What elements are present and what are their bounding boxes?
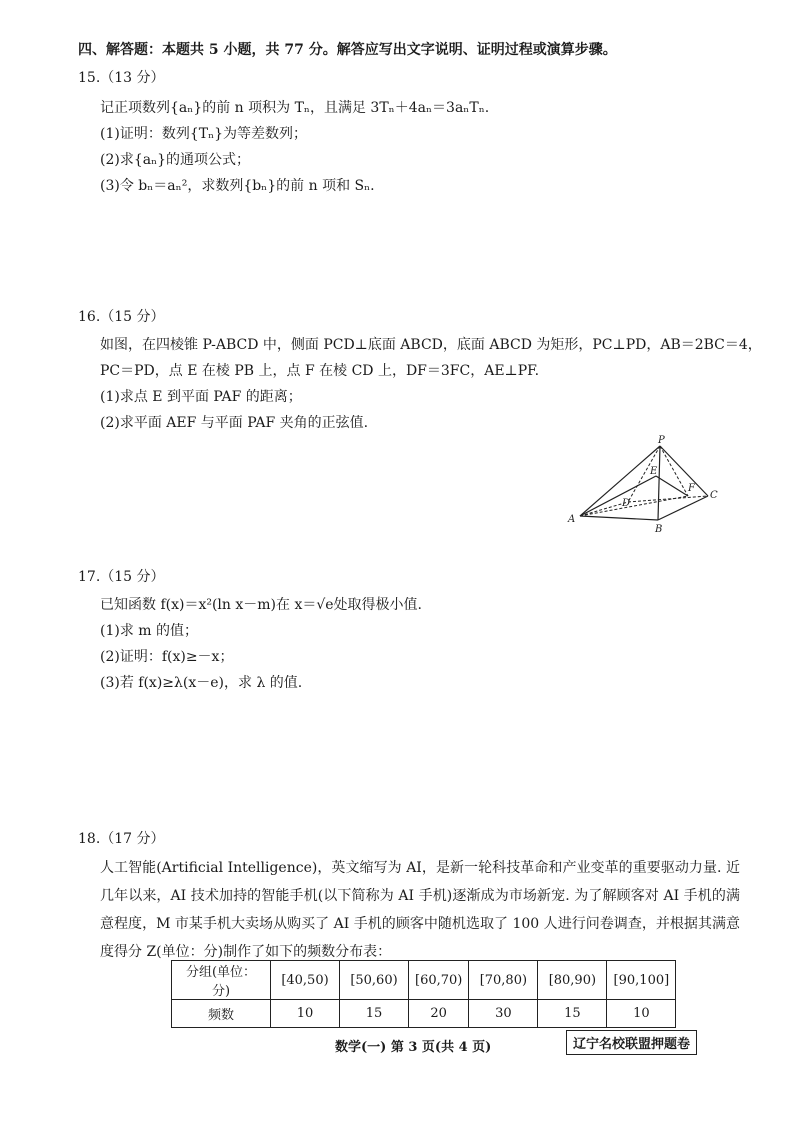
q16-heading: 16.（15 分） [78, 309, 165, 325]
label-F: F [688, 483, 695, 494]
q15-part2: (2)求{aₙ}的通项公式； [100, 152, 251, 168]
q17-part2: (2)证明：f(x)≥－x； [100, 649, 234, 665]
table-cell: 20 [409, 1000, 469, 1028]
q16-part2: (2)求平面 AEF 与平面 PAF 夹角的正弦值. [100, 415, 369, 431]
label-C: C [710, 490, 718, 501]
q16-part1: (1)求点 E 到平面 PAF 的距离； [100, 389, 302, 405]
q15-part3: (3)令 bₙ＝aₙ²，求数列{bₙ}的前 n 项和 Sₙ. [100, 178, 375, 194]
table-cell: 10 [607, 1000, 676, 1028]
q17-heading: 17.（15 分） [78, 569, 165, 585]
table-cell: [80,90) [538, 961, 607, 1000]
table-row [172, 961, 676, 1000]
q18-heading: 18.（17 分） [78, 831, 165, 847]
q18-paragraph: 人工智能(Artificial Intelligence)，英文缩写为 AI，是新一轮科技革命和产业变革的重要驱动力量. 近几年以来，AI 技术加持的智能手机(以下简称为 AI 手机)逐渐成为市场新宠. 为了解顾客对 AI 手机的满意程度，M 市某手机大卖场从购买了 AI 手机的顾客中随机选取了 100 人进行问卷调查，并根据其满意度得分 Z(单位：分)制作了如下的频数分布表： [100, 860, 740, 960]
label-D: D [622, 498, 631, 509]
table-cell: 15 [538, 1000, 607, 1028]
label-B: B [655, 524, 663, 534]
q15-stem: 记正项数列{aₙ}的前 n 项积为 Tₙ，且满足 3Tₙ＋4aₙ＝3aₙTₙ. [100, 100, 490, 116]
table-cell: [70,80) [469, 961, 538, 1000]
footer-brand-box: 辽宁名校联盟押题卷 [566, 1030, 697, 1055]
frequency-table [171, 960, 676, 1028]
q17-part1: (1)求 m 的值； [100, 623, 199, 639]
label-P: P [658, 435, 665, 446]
table-cell: 10 [271, 1000, 340, 1028]
q16-stem-line1: 如图，在四棱锥 P-ABCD 中，侧面 PCD⊥底面 ABCD，底面 ABCD 为矩形，PC⊥PD，AB＝2BC＝4， [100, 337, 762, 353]
table-header-group: 分组(单位：分) [172, 961, 271, 1000]
q16-stem-line2: PC＝PD，点 E 在棱 PB 上，点 F 在棱 CD 上，DF＝3FC，AE⊥PF. [100, 363, 540, 379]
label-A: A [568, 514, 576, 525]
table-row [172, 1000, 676, 1028]
section-header: 四、解答题：本题共 5 小题，共 77 分。解答应写出文字说明、证明过程或演算步骤。 [78, 42, 617, 58]
page-footer: 数学(一) 第 3 页(共 4 页) [335, 1040, 492, 1055]
table-cell: [60,70) [409, 961, 469, 1000]
table-cell: 30 [469, 1000, 538, 1028]
q17-stem: 已知函数 f(x)＝x²(ln x－m)在 x＝√e处取得极小值. [100, 597, 422, 613]
table-cell: 15 [340, 1000, 409, 1028]
table-cell: [40,50) [271, 961, 340, 1000]
table-cell: [50,60) [340, 961, 409, 1000]
table-cell: [90,100] [607, 961, 676, 1000]
q17-part3: (3)若 f(x)≥λ(x－e)，求 λ 的值. [100, 675, 303, 691]
table-header-count: 频数 [172, 1000, 271, 1028]
label-E: E [650, 466, 658, 477]
q15-part1: (1)证明：数列{Tₙ}为等差数列； [100, 126, 308, 142]
pyramid-figure [560, 434, 730, 534]
q15-heading: 15.（13 分） [78, 70, 165, 86]
